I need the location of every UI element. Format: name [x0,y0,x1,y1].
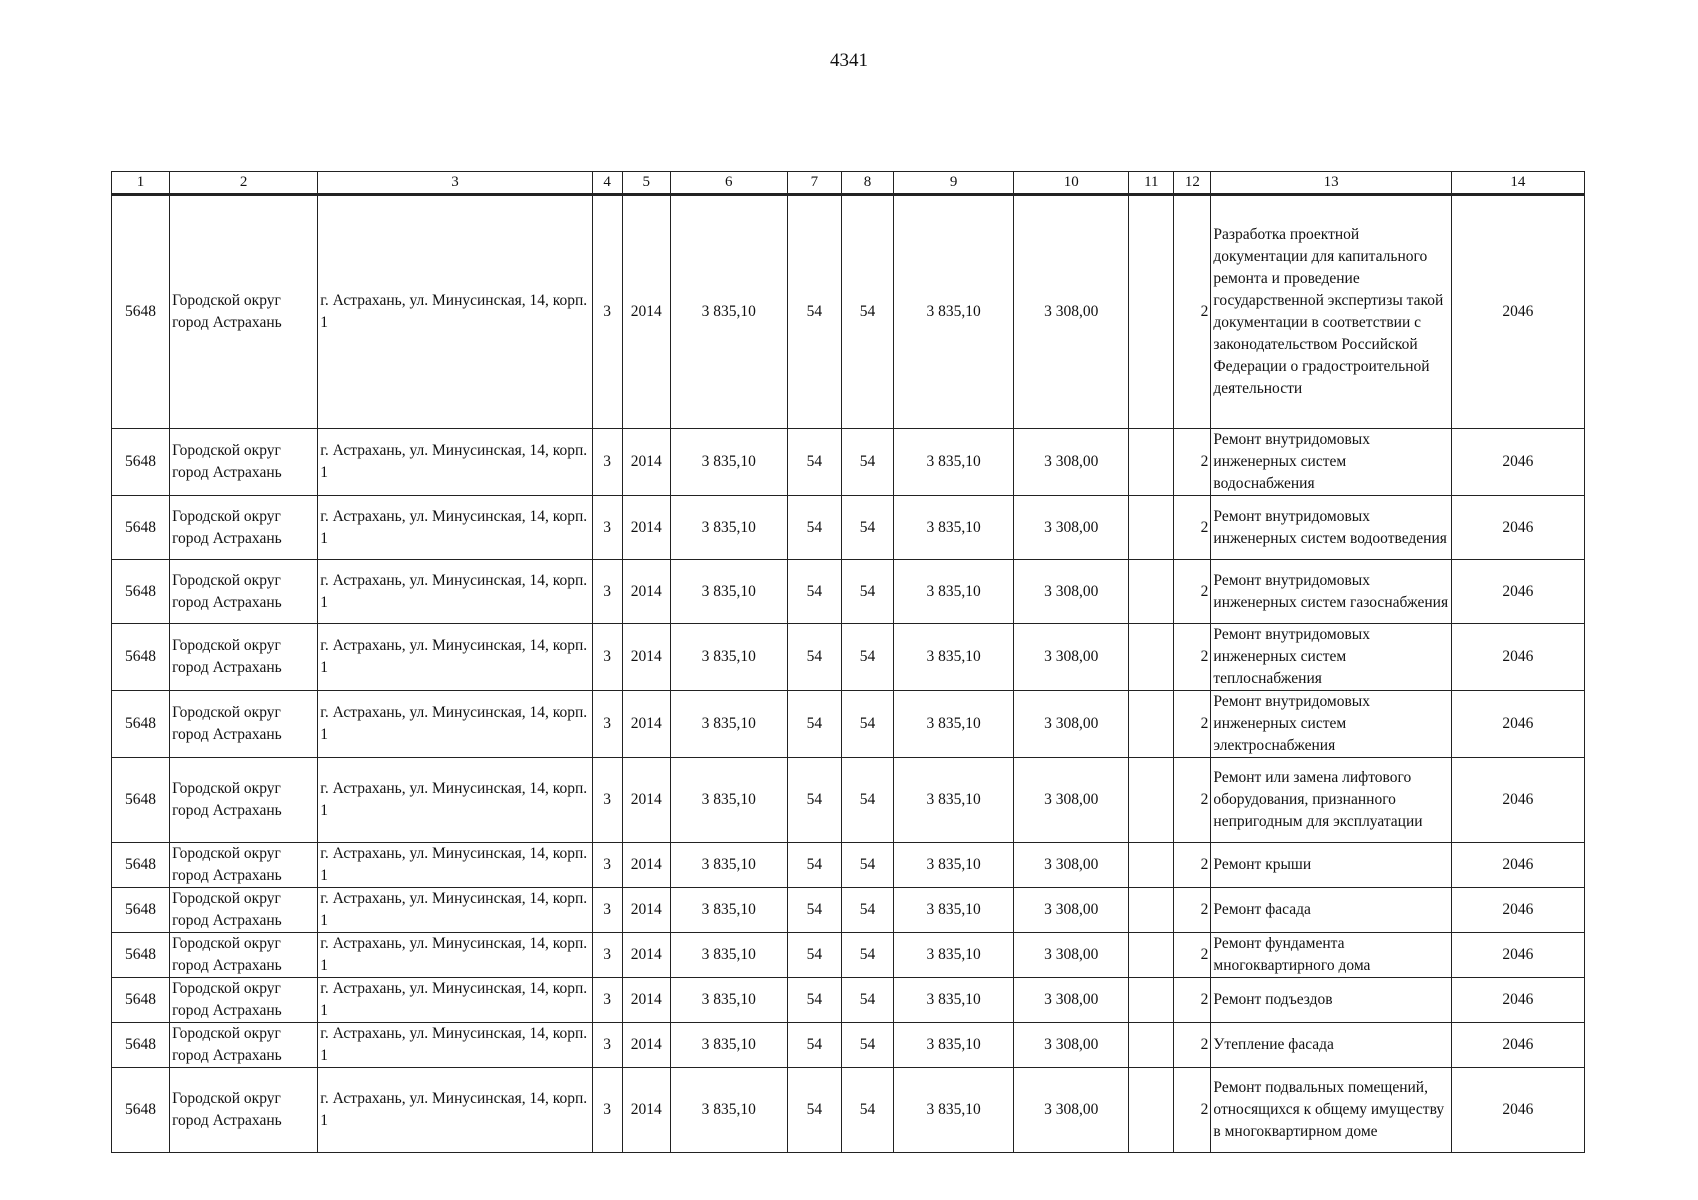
column-header: 2 [170,172,318,195]
cell-living-area: 3 308,00 [1014,1068,1129,1153]
table-body [112,195,1585,1153]
cell-col-4: 3 [592,843,622,888]
cell-col-8: 54 [841,691,893,758]
cell-living-area: 3 308,00 [1014,933,1129,978]
cell-col-12: 2 [1174,758,1211,843]
cell-total-area: 3 835,10 [670,888,787,933]
table-row [112,624,1585,691]
cell-work-type: Ремонт подъездов [1211,978,1451,1023]
cell-col-11 [1129,496,1174,560]
cell-work-type: Ремонт подвальных помещений, относящихся к общему имуществу в многоквартирном доме [1211,1068,1451,1153]
cell-area: 3 835,10 [894,758,1014,843]
cell-municipality: Городской округ город Астрахань [170,195,318,429]
cell-living-area: 3 308,00 [1014,496,1129,560]
cell-living-area: 3 308,00 [1014,195,1129,429]
cell-year: 2014 [622,429,670,496]
column-header: 3 [318,172,592,195]
cell-col-4: 3 [592,496,622,560]
cell-total-area: 3 835,10 [670,691,787,758]
cell-living-area: 3 308,00 [1014,691,1129,758]
cell-work-type: Ремонт или замена лифтового оборудования, признанного непригодным для эксплуатации [1211,758,1451,843]
cell-municipality: Городской округ город Астрахань [170,429,318,496]
cell-planned-year: 2046 [1451,1068,1584,1153]
cell-total-area: 3 835,10 [670,933,787,978]
cell-col-7: 54 [787,1068,841,1153]
cell-col-4: 3 [592,888,622,933]
cell-house-id: 5648 [112,1023,170,1068]
cell-planned-year: 2046 [1451,560,1584,624]
cell-col-4: 3 [592,560,622,624]
cell-col-11 [1129,888,1174,933]
cell-planned-year: 2046 [1451,933,1584,978]
cell-total-area: 3 835,10 [670,1023,787,1068]
cell-municipality: Городской округ город Астрахань [170,843,318,888]
cell-address: г. Астрахань, ул. Минусинская, 14, корп. 1 [318,429,592,496]
cell-work-type: Разработка проектной документации для капитального ремонта и проведение государственной экспертизы такой документации в соответствии с законодательством Российской Федерации о градостроительной деятельности [1211,195,1451,429]
column-header: 10 [1014,172,1129,195]
cell-planned-year: 2046 [1451,888,1584,933]
cell-total-area: 3 835,10 [670,758,787,843]
cell-house-id: 5648 [112,888,170,933]
column-header: 5 [622,172,670,195]
cell-col-8: 54 [841,888,893,933]
table-row [112,195,1585,429]
cell-col-12: 2 [1174,624,1211,691]
cell-address: г. Астрахань, ул. Минусинская, 14, корп. 1 [318,624,592,691]
cell-col-8: 54 [841,195,893,429]
cell-col-11 [1129,978,1174,1023]
cell-col-8: 54 [841,1023,893,1068]
cell-col-7: 54 [787,560,841,624]
cell-planned-year: 2046 [1451,496,1584,560]
cell-address: г. Астрахань, ул. Минусинская, 14, корп. 1 [318,195,592,429]
cell-area: 3 835,10 [894,496,1014,560]
column-header: 12 [1174,172,1211,195]
cell-work-type: Ремонт внутридомовых инженерных систем электроснабжения [1211,691,1451,758]
cell-municipality: Городской округ город Астрахань [170,933,318,978]
cell-col-12: 2 [1174,691,1211,758]
cell-year: 2014 [622,195,670,429]
cell-address: г. Астрахань, ул. Минусинская, 14, корп. 1 [318,888,592,933]
column-header: 11 [1129,172,1174,195]
column-header: 1 [112,172,170,195]
cell-col-4: 3 [592,978,622,1023]
cell-house-id: 5648 [112,843,170,888]
cell-col-12: 2 [1174,978,1211,1023]
cell-col-4: 3 [592,1068,622,1153]
cell-total-area: 3 835,10 [670,496,787,560]
cell-area: 3 835,10 [894,429,1014,496]
cell-municipality: Городской округ город Астрахань [170,496,318,560]
cell-house-id: 5648 [112,624,170,691]
cell-year: 2014 [622,624,670,691]
column-header: 6 [670,172,787,195]
cell-year: 2014 [622,1068,670,1153]
cell-planned-year: 2046 [1451,758,1584,843]
cell-col-7: 54 [787,978,841,1023]
cell-address: г. Астрахань, ул. Минусинская, 14, корп. 1 [318,496,592,560]
table-row [112,978,1585,1023]
table-row [112,429,1585,496]
cell-total-area: 3 835,10 [670,978,787,1023]
cell-total-area: 3 835,10 [670,624,787,691]
column-header: 13 [1211,172,1451,195]
column-header: 4 [592,172,622,195]
cell-col-7: 54 [787,758,841,843]
column-header: 7 [787,172,841,195]
table-row [112,691,1585,758]
cell-col-7: 54 [787,843,841,888]
table-header-row [112,172,1585,195]
cell-col-11 [1129,1023,1174,1068]
cell-work-type: Ремонт внутридомовых инженерных систем водоотведения [1211,496,1451,560]
table-row [112,560,1585,624]
cell-col-8: 54 [841,758,893,843]
cell-living-area: 3 308,00 [1014,560,1129,624]
cell-area: 3 835,10 [894,560,1014,624]
cell-year: 2014 [622,496,670,560]
cell-col-4: 3 [592,1023,622,1068]
cell-work-type: Утепление фасада [1211,1023,1451,1068]
cell-year: 2014 [622,978,670,1023]
cell-col-11 [1129,758,1174,843]
cell-col-4: 3 [592,624,622,691]
cell-col-7: 54 [787,429,841,496]
cell-col-12: 2 [1174,1068,1211,1153]
cell-area: 3 835,10 [894,1068,1014,1153]
cell-col-8: 54 [841,496,893,560]
cell-planned-year: 2046 [1451,195,1584,429]
cell-col-4: 3 [592,933,622,978]
cell-col-7: 54 [787,691,841,758]
cell-col-12: 2 [1174,496,1211,560]
cell-work-type: Ремонт внутридомовых инженерных систем газоснабжения [1211,560,1451,624]
cell-house-id: 5648 [112,978,170,1023]
cell-year: 2014 [622,933,670,978]
cell-municipality: Городской округ город Астрахань [170,978,318,1023]
cell-house-id: 5648 [112,691,170,758]
capital-repair-table [111,171,1585,1153]
cell-house-id: 5648 [112,560,170,624]
cell-col-12: 2 [1174,195,1211,429]
cell-col-7: 54 [787,496,841,560]
cell-address: г. Астрахань, ул. Минусинская, 14, корп. 1 [318,691,592,758]
table-row [112,1023,1585,1068]
cell-living-area: 3 308,00 [1014,978,1129,1023]
cell-area: 3 835,10 [894,691,1014,758]
cell-total-area: 3 835,10 [670,843,787,888]
cell-municipality: Городской округ город Астрахань [170,1068,318,1153]
cell-address: г. Астрахань, ул. Минусинская, 14, корп. 1 [318,1068,592,1153]
cell-col-8: 54 [841,560,893,624]
cell-col-12: 2 [1174,1023,1211,1068]
cell-municipality: Городской округ город Астрахань [170,560,318,624]
cell-living-area: 3 308,00 [1014,888,1129,933]
cell-address: г. Астрахань, ул. Минусинская, 14, корп. 1 [318,933,592,978]
cell-municipality: Городской округ город Астрахань [170,624,318,691]
cell-address: г. Астрахань, ул. Минусинская, 14, корп. 1 [318,758,592,843]
cell-col-11 [1129,843,1174,888]
cell-year: 2014 [622,560,670,624]
cell-planned-year: 2046 [1451,978,1584,1023]
cell-work-type: Ремонт внутридомовых инженерных систем водоснабжения [1211,429,1451,496]
cell-living-area: 3 308,00 [1014,429,1129,496]
cell-col-12: 2 [1174,888,1211,933]
table-row [112,1068,1585,1153]
cell-living-area: 3 308,00 [1014,758,1129,843]
cell-col-11 [1129,195,1174,429]
cell-col-8: 54 [841,1068,893,1153]
cell-area: 3 835,10 [894,888,1014,933]
cell-municipality: Городской округ город Астрахань [170,691,318,758]
cell-col-4: 3 [592,429,622,496]
table-row [112,888,1585,933]
cell-house-id: 5648 [112,195,170,429]
cell-year: 2014 [622,843,670,888]
table-row [112,758,1585,843]
cell-col-4: 3 [592,691,622,758]
cell-work-type: Ремонт фасада [1211,888,1451,933]
cell-col-12: 2 [1174,933,1211,978]
cell-col-11 [1129,429,1174,496]
cell-col-7: 54 [787,1023,841,1068]
table-row [112,496,1585,560]
cell-living-area: 3 308,00 [1014,1023,1129,1068]
cell-planned-year: 2046 [1451,843,1584,888]
cell-total-area: 3 835,10 [670,429,787,496]
cell-col-7: 54 [787,888,841,933]
cell-work-type: Ремонт внутридомовых инженерных систем теплоснабжения [1211,624,1451,691]
cell-planned-year: 2046 [1451,429,1584,496]
cell-col-8: 54 [841,978,893,1023]
cell-col-8: 54 [841,843,893,888]
cell-col-11 [1129,933,1174,978]
cell-work-type: Ремонт фундамента многоквартирного дома [1211,933,1451,978]
cell-col-11 [1129,624,1174,691]
cell-planned-year: 2046 [1451,624,1584,691]
column-header: 9 [894,172,1014,195]
cell-house-id: 5648 [112,496,170,560]
cell-work-type: Ремонт крыши [1211,843,1451,888]
cell-year: 2014 [622,691,670,758]
cell-municipality: Городской округ город Астрахань [170,758,318,843]
cell-municipality: Городской округ город Астрахань [170,888,318,933]
cell-total-area: 3 835,10 [670,560,787,624]
cell-col-12: 2 [1174,429,1211,496]
cell-col-7: 54 [787,195,841,429]
table-row [112,933,1585,978]
cell-municipality: Городской округ город Астрахань [170,1023,318,1068]
cell-planned-year: 2046 [1451,1023,1584,1068]
cell-address: г. Астрахань, ул. Минусинская, 14, корп. 1 [318,560,592,624]
cell-year: 2014 [622,1023,670,1068]
cell-area: 3 835,10 [894,1023,1014,1068]
cell-house-id: 5648 [112,758,170,843]
cell-year: 2014 [622,888,670,933]
cell-col-7: 54 [787,624,841,691]
cell-total-area: 3 835,10 [670,1068,787,1153]
table-row [112,843,1585,888]
cell-house-id: 5648 [112,429,170,496]
cell-col-12: 2 [1174,560,1211,624]
cell-col-8: 54 [841,933,893,978]
column-header: 14 [1451,172,1584,195]
cell-area: 3 835,10 [894,933,1014,978]
cell-area: 3 835,10 [894,978,1014,1023]
cell-col-12: 2 [1174,843,1211,888]
cell-area: 3 835,10 [894,195,1014,429]
cell-col-8: 54 [841,624,893,691]
cell-col-11 [1129,560,1174,624]
cell-col-11 [1129,691,1174,758]
cell-living-area: 3 308,00 [1014,624,1129,691]
cell-col-11 [1129,1068,1174,1153]
cell-planned-year: 2046 [1451,691,1584,758]
cell-house-id: 5648 [112,933,170,978]
cell-address: г. Астрахань, ул. Минусинская, 14, корп. 1 [318,843,592,888]
cell-col-8: 54 [841,429,893,496]
cell-col-4: 3 [592,195,622,429]
column-header: 8 [841,172,893,195]
cell-col-4: 3 [592,758,622,843]
cell-year: 2014 [622,758,670,843]
cell-address: г. Астрахань, ул. Минусинская, 14, корп. 1 [318,1023,592,1068]
cell-house-id: 5648 [112,1068,170,1153]
page-number: 4341 [830,50,868,71]
cell-area: 3 835,10 [894,624,1014,691]
cell-living-area: 3 308,00 [1014,843,1129,888]
cell-col-7: 54 [787,933,841,978]
cell-area: 3 835,10 [894,843,1014,888]
cell-total-area: 3 835,10 [670,195,787,429]
cell-address: г. Астрахань, ул. Минусинская, 14, корп. 1 [318,978,592,1023]
